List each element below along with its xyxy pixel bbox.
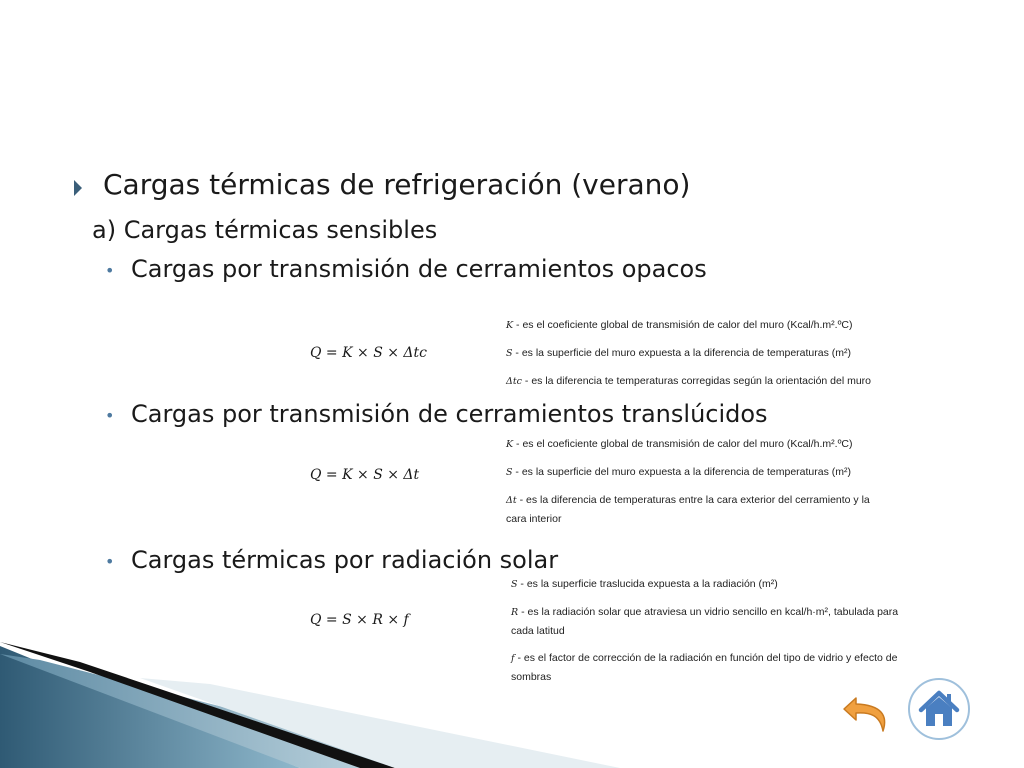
definition-item: S - es la superficie traslucida expuesta a la radiación (m²) — [511, 578, 778, 590]
level2-heading: a) Cargas térmicas sensibles — [92, 216, 438, 244]
bullet-translucidos — [105, 400, 768, 428]
bullet-label: Cargas por transmisión de cerramientos opacos — [131, 255, 707, 283]
bullet-label: Cargas por transmisión de cerramientos translúcidos — [131, 400, 768, 428]
bullet-opacos — [105, 255, 707, 283]
definition-item: R - es la radiación solar que atraviesa un vidrio sencillo en kcal/h·m², tabulada para cada latitud — [511, 606, 899, 637]
definitions-opacos — [506, 316, 906, 400]
level1-arrow-icon — [74, 180, 82, 196]
definition-item: S - es la superficie del muro expuesta a la diferencia de temperaturas (m²) — [506, 347, 852, 359]
formula-radiacion: Q = S × R × f — [310, 612, 409, 628]
definition-item: K - es el coeficiente global de transmisión de calor del muro (Kcal/h.m².ºC) — [506, 319, 853, 331]
definition-item: Δtc - es la diferencia te temperaturas corregidas según la orientación del muro — [506, 375, 872, 387]
formula-translucidos: Q = K × S × Δt — [310, 467, 420, 483]
definitions-radiacion — [511, 575, 916, 695]
bullet-dot: • — [105, 406, 115, 425]
home-icon — [906, 676, 972, 742]
formula-opacos: Q = K × S × Δtc — [310, 345, 427, 361]
definition-item: Δt - es la diferencia de temperaturas entre la cara exterior del cerramiento y la cara interior — [506, 494, 870, 525]
home-button[interactable] — [906, 676, 972, 742]
definitions-translucidos — [506, 435, 891, 537]
definition-item: f - es el factor de corrección de la radiación en función del tipo de vidrio y efecto de sombras — [511, 652, 898, 683]
back-button[interactable] — [842, 690, 892, 736]
definition-item: S - es la superficie del muro expuesta a la diferencia de temperaturas (m²) — [506, 466, 852, 478]
undo-arrow-icon — [842, 690, 892, 736]
bullet-dot: • — [105, 552, 115, 571]
bullet-radiacion — [105, 546, 559, 574]
bullet-label: Cargas térmicas por radiación solar — [131, 546, 559, 574]
level1-heading: Cargas térmicas de refrigeración (verano) — [103, 168, 691, 201]
definition-item: K - es el coeficiente global de transmisión de calor del muro (Kcal/h.m².ºC) — [506, 438, 853, 450]
bullet-dot: • — [105, 261, 115, 280]
